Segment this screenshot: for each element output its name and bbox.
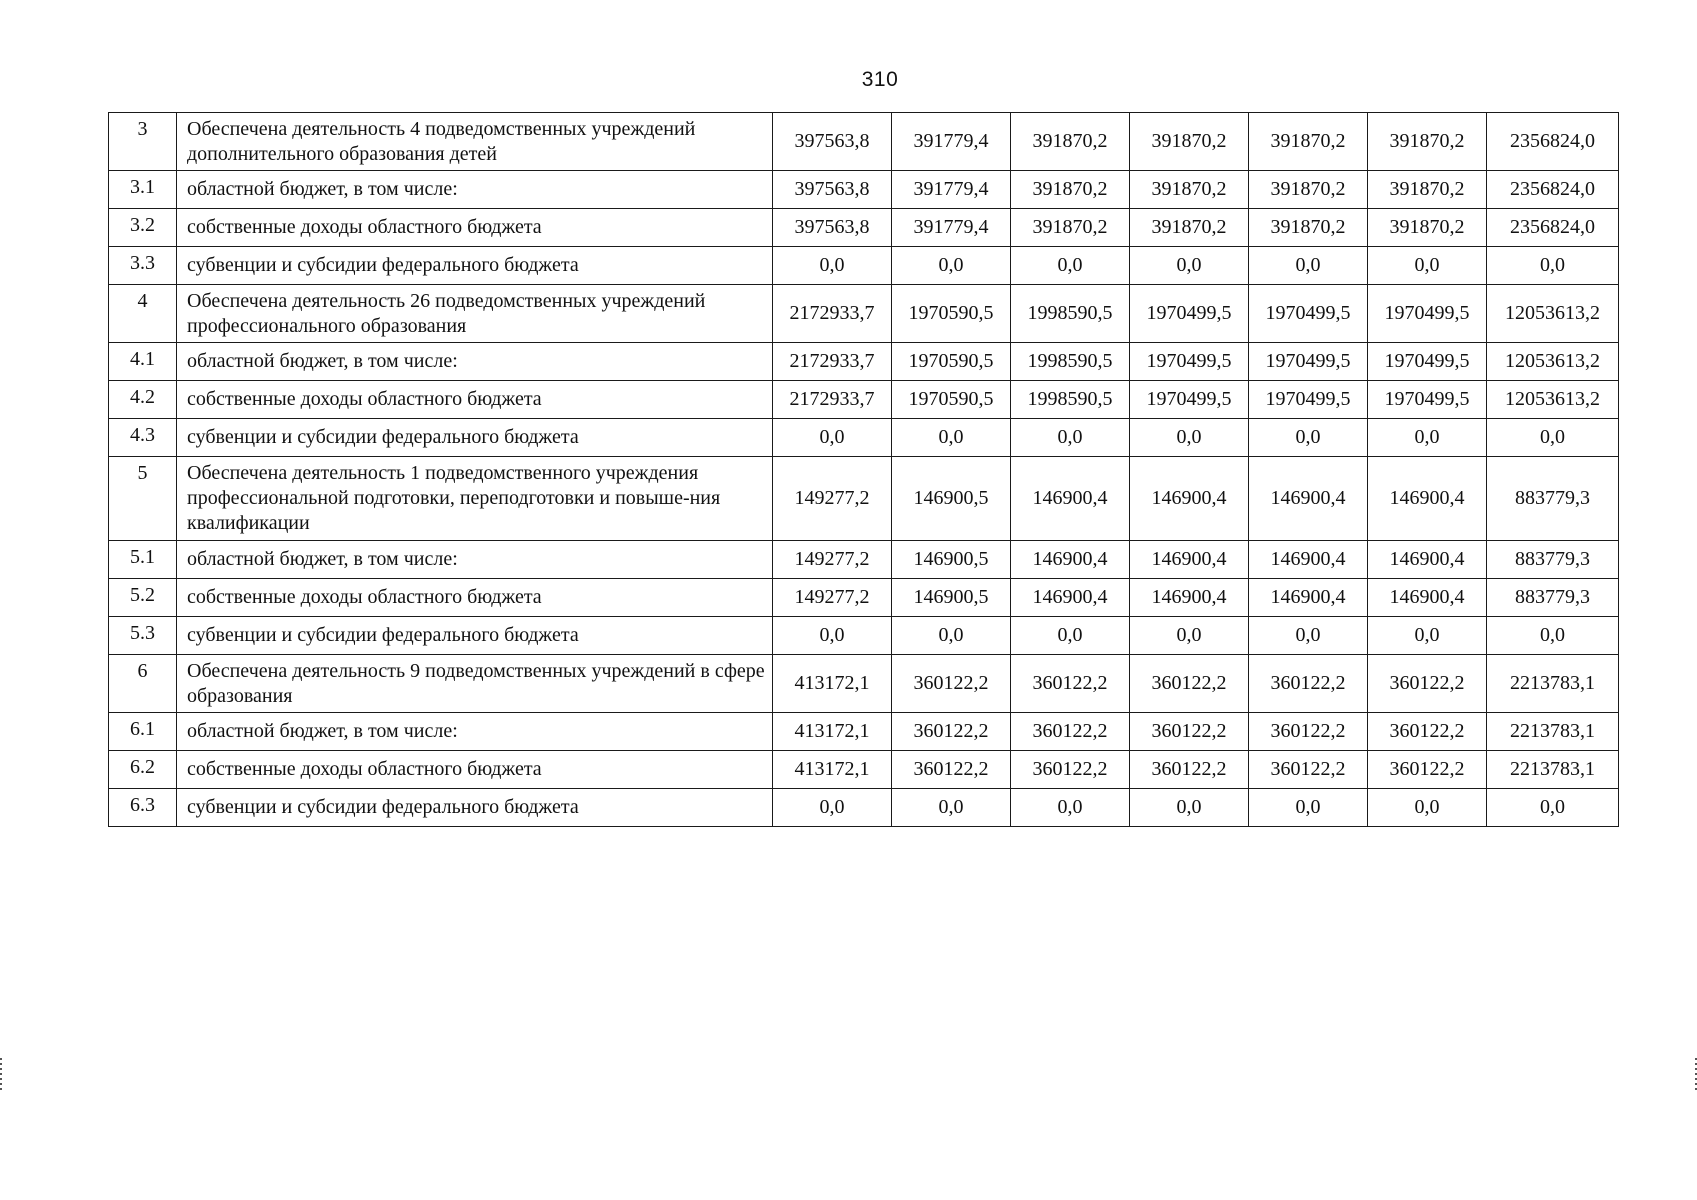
value-cell: 391870,2: [1130, 171, 1249, 209]
row-number: 5.2: [109, 579, 177, 617]
value-cell: 360122,2: [1368, 713, 1487, 751]
value-cell: 149277,2: [773, 541, 892, 579]
value-cell: 0,0: [1487, 617, 1619, 655]
table-row: [109, 655, 1619, 713]
row-number: 6.3: [109, 789, 177, 827]
value-cell: 391870,2: [1130, 209, 1249, 247]
value-cell: 146900,4: [1011, 457, 1130, 541]
value-cell: 2213783,1: [1487, 713, 1619, 751]
value-cell: 397563,8: [773, 209, 892, 247]
value-cell: 0,0: [773, 419, 892, 457]
value-cell: 0,0: [892, 617, 1011, 655]
value-cell: 0,0: [1487, 247, 1619, 285]
value-cell: 146900,5: [892, 541, 1011, 579]
row-number: 5.1: [109, 541, 177, 579]
row-number: 3.1: [109, 171, 177, 209]
value-cell: 1970590,5: [892, 285, 1011, 343]
value-cell: 0,0: [1487, 789, 1619, 827]
table-row: [109, 285, 1619, 343]
value-cell: 0,0: [892, 247, 1011, 285]
table-row: [109, 541, 1619, 579]
value-cell: 146900,4: [1368, 457, 1487, 541]
value-cell: 391870,2: [1011, 171, 1130, 209]
value-cell: 883779,3: [1487, 457, 1619, 541]
value-cell: 146900,4: [1130, 457, 1249, 541]
table-row: [109, 209, 1619, 247]
scan-edge-mark-left: [0, 1058, 2, 1092]
value-cell: 360122,2: [1368, 751, 1487, 789]
value-cell: 12053613,2: [1487, 343, 1619, 381]
row-description: Обеспечена деятельность 26 подведомственных учреждений профессионального образования: [177, 285, 773, 343]
value-cell: 0,0: [1487, 419, 1619, 457]
value-cell: 391870,2: [1011, 113, 1130, 171]
value-cell: 146900,4: [1249, 541, 1368, 579]
table-row: [109, 171, 1619, 209]
row-number: 3.3: [109, 247, 177, 285]
row-description: областной бюджет, в том числе:: [177, 541, 773, 579]
value-cell: 0,0: [773, 247, 892, 285]
value-cell: 360122,2: [1130, 713, 1249, 751]
value-cell: 391779,4: [892, 209, 1011, 247]
value-cell: 149277,2: [773, 457, 892, 541]
value-cell: 0,0: [1011, 419, 1130, 457]
value-cell: 1970499,5: [1249, 381, 1368, 419]
value-cell: 0,0: [1249, 419, 1368, 457]
table-row: [109, 419, 1619, 457]
value-cell: 0,0: [1011, 247, 1130, 285]
value-cell: 1998590,5: [1011, 285, 1130, 343]
value-cell: 391870,2: [1368, 113, 1487, 171]
value-cell: 1970590,5: [892, 343, 1011, 381]
row-description: собственные доходы областного бюджета: [177, 209, 773, 247]
page-number: 310: [861, 68, 899, 91]
value-cell: 397563,8: [773, 171, 892, 209]
value-cell: 0,0: [1249, 247, 1368, 285]
value-cell: 360122,2: [1130, 655, 1249, 713]
row-description: областной бюджет, в том числе:: [177, 171, 773, 209]
value-cell: 2213783,1: [1487, 655, 1619, 713]
value-cell: 360122,2: [1130, 751, 1249, 789]
value-cell: 1970499,5: [1368, 285, 1487, 343]
row-description: собственные доходы областного бюджета: [177, 751, 773, 789]
value-cell: 146900,4: [1368, 541, 1487, 579]
value-cell: 146900,4: [1130, 579, 1249, 617]
value-cell: 360122,2: [892, 713, 1011, 751]
row-description: Обеспечена деятельность 9 подведомственных учреждений в сфере образования: [177, 655, 773, 713]
value-cell: 360122,2: [892, 751, 1011, 789]
value-cell: 360122,2: [1011, 751, 1130, 789]
value-cell: 883779,3: [1487, 579, 1619, 617]
value-cell: 0,0: [1368, 617, 1487, 655]
row-description: субвенции и субсидии федерального бюджета: [177, 617, 773, 655]
value-cell: 146900,4: [1249, 457, 1368, 541]
value-cell: 391870,2: [1249, 209, 1368, 247]
value-cell: 146900,4: [1368, 579, 1487, 617]
value-cell: 413172,1: [773, 655, 892, 713]
value-cell: 360122,2: [892, 655, 1011, 713]
value-cell: 146900,4: [1130, 541, 1249, 579]
value-cell: 1998590,5: [1011, 381, 1130, 419]
table-row: [109, 457, 1619, 541]
row-number: 5.3: [109, 617, 177, 655]
value-cell: 0,0: [1368, 419, 1487, 457]
row-number: 3: [109, 113, 177, 171]
value-cell: 360122,2: [1368, 655, 1487, 713]
budget-table: [108, 112, 1619, 827]
value-cell: 1998590,5: [1011, 343, 1130, 381]
table-row: [109, 617, 1619, 655]
value-cell: 0,0: [1368, 247, 1487, 285]
value-cell: 146900,5: [892, 579, 1011, 617]
table-row: [109, 713, 1619, 751]
row-description: Обеспечена деятельность 1 подведомственного учреждения профессиональной подготовки, переподготовки и повыше-ния квалификации: [177, 457, 773, 541]
value-cell: 0,0: [1130, 617, 1249, 655]
value-cell: 1970499,5: [1130, 343, 1249, 381]
row-number: 6.2: [109, 751, 177, 789]
row-description: субвенции и субсидии федерального бюджета: [177, 789, 773, 827]
row-number: 6.1: [109, 713, 177, 751]
value-cell: 0,0: [892, 419, 1011, 457]
value-cell: 12053613,2: [1487, 285, 1619, 343]
value-cell: 0,0: [892, 789, 1011, 827]
value-cell: 391870,2: [1249, 171, 1368, 209]
value-cell: 0,0: [1249, 789, 1368, 827]
row-description: областной бюджет, в том числе:: [177, 343, 773, 381]
value-cell: 2213783,1: [1487, 751, 1619, 789]
value-cell: 0,0: [1011, 789, 1130, 827]
value-cell: 12053613,2: [1487, 381, 1619, 419]
value-cell: 146900,4: [1011, 541, 1130, 579]
value-cell: 360122,2: [1011, 655, 1130, 713]
row-number: 4: [109, 285, 177, 343]
value-cell: 397563,8: [773, 113, 892, 171]
row-number: 4.3: [109, 419, 177, 457]
table-row: [109, 381, 1619, 419]
value-cell: 146900,5: [892, 457, 1011, 541]
row-number: 3.2: [109, 209, 177, 247]
row-number: 6: [109, 655, 177, 713]
row-description: собственные доходы областного бюджета: [177, 381, 773, 419]
row-number: 4.1: [109, 343, 177, 381]
value-cell: 391870,2: [1011, 209, 1130, 247]
value-cell: 2172933,7: [773, 381, 892, 419]
value-cell: 0,0: [773, 617, 892, 655]
table-row: [109, 113, 1619, 171]
value-cell: 0,0: [1011, 617, 1130, 655]
value-cell: 1970499,5: [1368, 381, 1487, 419]
value-cell: 391870,2: [1368, 209, 1487, 247]
row-description: собственные доходы областного бюджета: [177, 579, 773, 617]
value-cell: 391870,2: [1249, 113, 1368, 171]
row-number: 5: [109, 457, 177, 541]
row-description: субвенции и субсидии федерального бюджета: [177, 247, 773, 285]
table-row: [109, 247, 1619, 285]
value-cell: 0,0: [1249, 617, 1368, 655]
value-cell: 2356824,0: [1487, 209, 1619, 247]
value-cell: 2356824,0: [1487, 113, 1619, 171]
table-body: [109, 113, 1619, 827]
value-cell: 360122,2: [1249, 751, 1368, 789]
row-description: субвенции и субсидии федерального бюджета: [177, 419, 773, 457]
value-cell: 2172933,7: [773, 343, 892, 381]
value-cell: 1970499,5: [1130, 381, 1249, 419]
value-cell: 146900,4: [1011, 579, 1130, 617]
value-cell: 1970499,5: [1249, 285, 1368, 343]
value-cell: 360122,2: [1249, 655, 1368, 713]
value-cell: 0,0: [1368, 789, 1487, 827]
value-cell: 149277,2: [773, 579, 892, 617]
value-cell: 391870,2: [1130, 113, 1249, 171]
value-cell: 391870,2: [1368, 171, 1487, 209]
table-row: [109, 789, 1619, 827]
value-cell: 360122,2: [1249, 713, 1368, 751]
row-description: областной бюджет, в том числе:: [177, 713, 773, 751]
row-description: Обеспечена деятельность 4 подведомственных учреждений дополнительного образования детей: [177, 113, 773, 171]
value-cell: 146900,4: [1249, 579, 1368, 617]
value-cell: 360122,2: [1011, 713, 1130, 751]
value-cell: 0,0: [773, 789, 892, 827]
table-row: [109, 579, 1619, 617]
value-cell: 391779,4: [892, 171, 1011, 209]
value-cell: 1970590,5: [892, 381, 1011, 419]
value-cell: 413172,1: [773, 751, 892, 789]
value-cell: 0,0: [1130, 247, 1249, 285]
table-row: [109, 751, 1619, 789]
value-cell: 1970499,5: [1249, 343, 1368, 381]
value-cell: 0,0: [1130, 419, 1249, 457]
value-cell: 1970499,5: [1130, 285, 1249, 343]
row-number: 4.2: [109, 381, 177, 419]
value-cell: 391779,4: [892, 113, 1011, 171]
value-cell: 0,0: [1130, 789, 1249, 827]
value-cell: 883779,3: [1487, 541, 1619, 579]
value-cell: 413172,1: [773, 713, 892, 751]
value-cell: 2356824,0: [1487, 171, 1619, 209]
value-cell: 2172933,7: [773, 285, 892, 343]
value-cell: 1970499,5: [1368, 343, 1487, 381]
table-row: [109, 343, 1619, 381]
